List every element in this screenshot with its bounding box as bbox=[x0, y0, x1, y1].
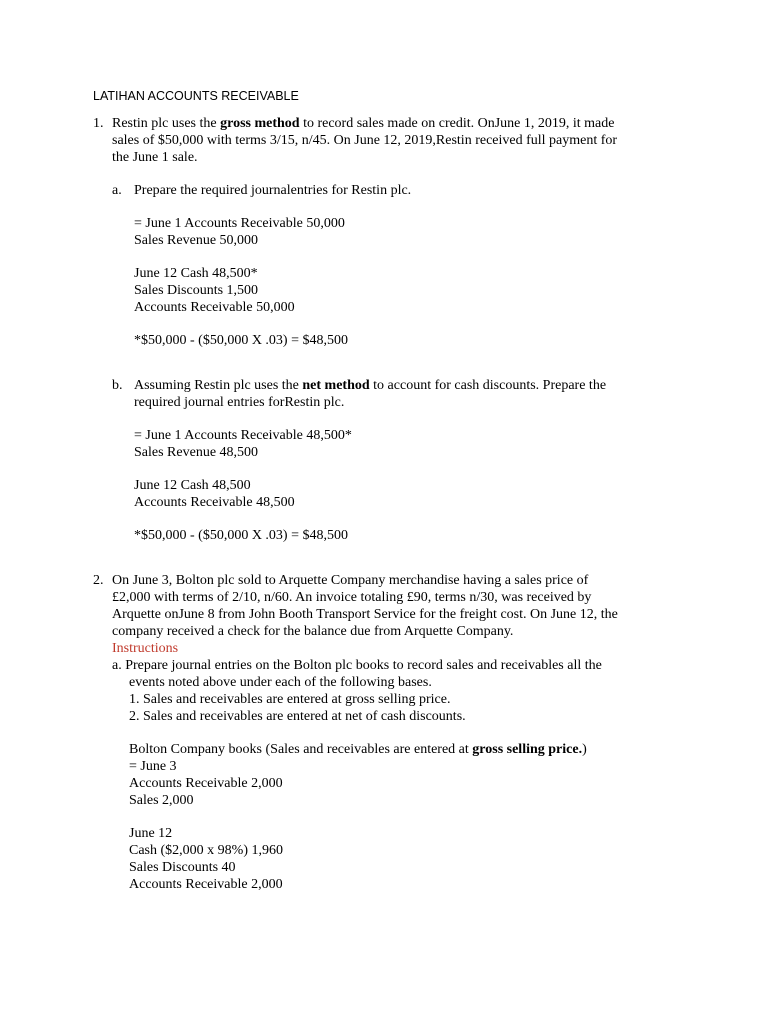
q2-entry: Sales 2,000 bbox=[129, 793, 194, 808]
q2-line: Arquette onJune 8 from John Booth Transport Service for the freight cost. On June 12, the bbox=[112, 607, 618, 622]
q1-net-method: net method bbox=[302, 378, 370, 393]
q1-a-entry: Accounts Receivable 50,000 bbox=[134, 300, 295, 315]
q2-entry: = June 3 bbox=[129, 759, 177, 774]
q2-instructions-heading: Instructions bbox=[112, 641, 179, 656]
q2-entry: Accounts Receivable 2,000 bbox=[129, 776, 283, 791]
q2-entry: Cash ($2,000 x 98%) 1,960 bbox=[129, 843, 283, 858]
q2-line: £2,000 with terms of 2/10, n/60. An invoice totaling £90, terms n/30, was received by bbox=[112, 590, 592, 605]
q1-b-line-1-start: Assuming Restin plc uses the bbox=[134, 378, 303, 393]
q2-a-line-1: a. Prepare journal entries on the Bolton plc books to record sales and receivables all the bbox=[112, 658, 602, 673]
q2-entry: June 12 bbox=[129, 826, 173, 841]
q2-basis-2: 2. Sales and receivables are entered at net of cash discounts. bbox=[129, 709, 466, 724]
q2-books-start: Bolton Company books (Sales and receivables are entered at bbox=[129, 742, 473, 757]
q1-b-line-1-end: to account for cash discounts. Prepare the bbox=[369, 378, 607, 393]
q1-line-2: sales of $50,000 with terms 3/15, n/45. On June 12, 2019,Restin received full payment for bbox=[112, 133, 618, 148]
q2-entry: Sales Discounts 40 bbox=[129, 860, 236, 875]
q1-a-entry: Sales Discounts 1,500 bbox=[134, 283, 259, 298]
q1-a-entry: Sales Revenue 50,000 bbox=[134, 233, 259, 248]
q1-b-entry: June 12 Cash 48,500 bbox=[134, 478, 251, 493]
q1-b-line-2: required journal entries forRestin plc. bbox=[134, 395, 345, 410]
q1-b-line-1 bbox=[134, 377, 606, 394]
q1-b-label: b. bbox=[112, 378, 123, 393]
q1-a-footnote: *$50,000 - ($50,000 X .03) = $48,500 bbox=[134, 333, 348, 348]
q1-line-1-end: to record sales made on credit. OnJune 1, 2019, it made bbox=[299, 116, 615, 131]
q1-b-entry: = June 1 Accounts Receivable 48,500* bbox=[134, 428, 352, 443]
q1-a-entry: June 12 Cash 48,500* bbox=[134, 266, 258, 281]
q1-b-footnote: *$50,000 - ($50,000 X .03) = $48,500 bbox=[134, 528, 348, 543]
q1-line-1-start: Restin plc uses the bbox=[112, 116, 221, 131]
q2-number: 2. bbox=[93, 573, 104, 588]
q1-b-entry: Sales Revenue 48,500 bbox=[134, 445, 259, 460]
q1-number: 1. bbox=[93, 116, 104, 131]
document-title: LATIHAN ACCOUNTS RECEIVABLE bbox=[93, 89, 299, 103]
q1-line-3: the June 1 sale. bbox=[112, 150, 198, 165]
q1-line-1 bbox=[112, 115, 615, 132]
q2-books-end: ) bbox=[582, 742, 587, 757]
q1-gross-method: gross method bbox=[220, 116, 300, 131]
q2-books-heading bbox=[129, 741, 587, 758]
q1-a-text: Prepare the required journalentries for Restin plc. bbox=[134, 183, 412, 198]
q1-a-entry: = June 1 Accounts Receivable 50,000 bbox=[134, 216, 345, 231]
q2-line: company received a check for the balance due from Arquette Company. bbox=[112, 624, 514, 639]
q2-basis-1: 1. Sales and receivables are entered at gross selling price. bbox=[129, 692, 451, 707]
q1-a-label: a. bbox=[112, 183, 122, 198]
q1-b-entry: Accounts Receivable 48,500 bbox=[134, 495, 295, 510]
q2-a-line-2: events noted above under each of the following bases. bbox=[129, 675, 432, 690]
q2-gross-selling-price: gross selling price. bbox=[472, 742, 583, 757]
q2-entry: Accounts Receivable 2,000 bbox=[129, 877, 283, 892]
q2-line: On June 3, Bolton plc sold to Arquette Company merchandise having a sales price of bbox=[112, 573, 589, 588]
